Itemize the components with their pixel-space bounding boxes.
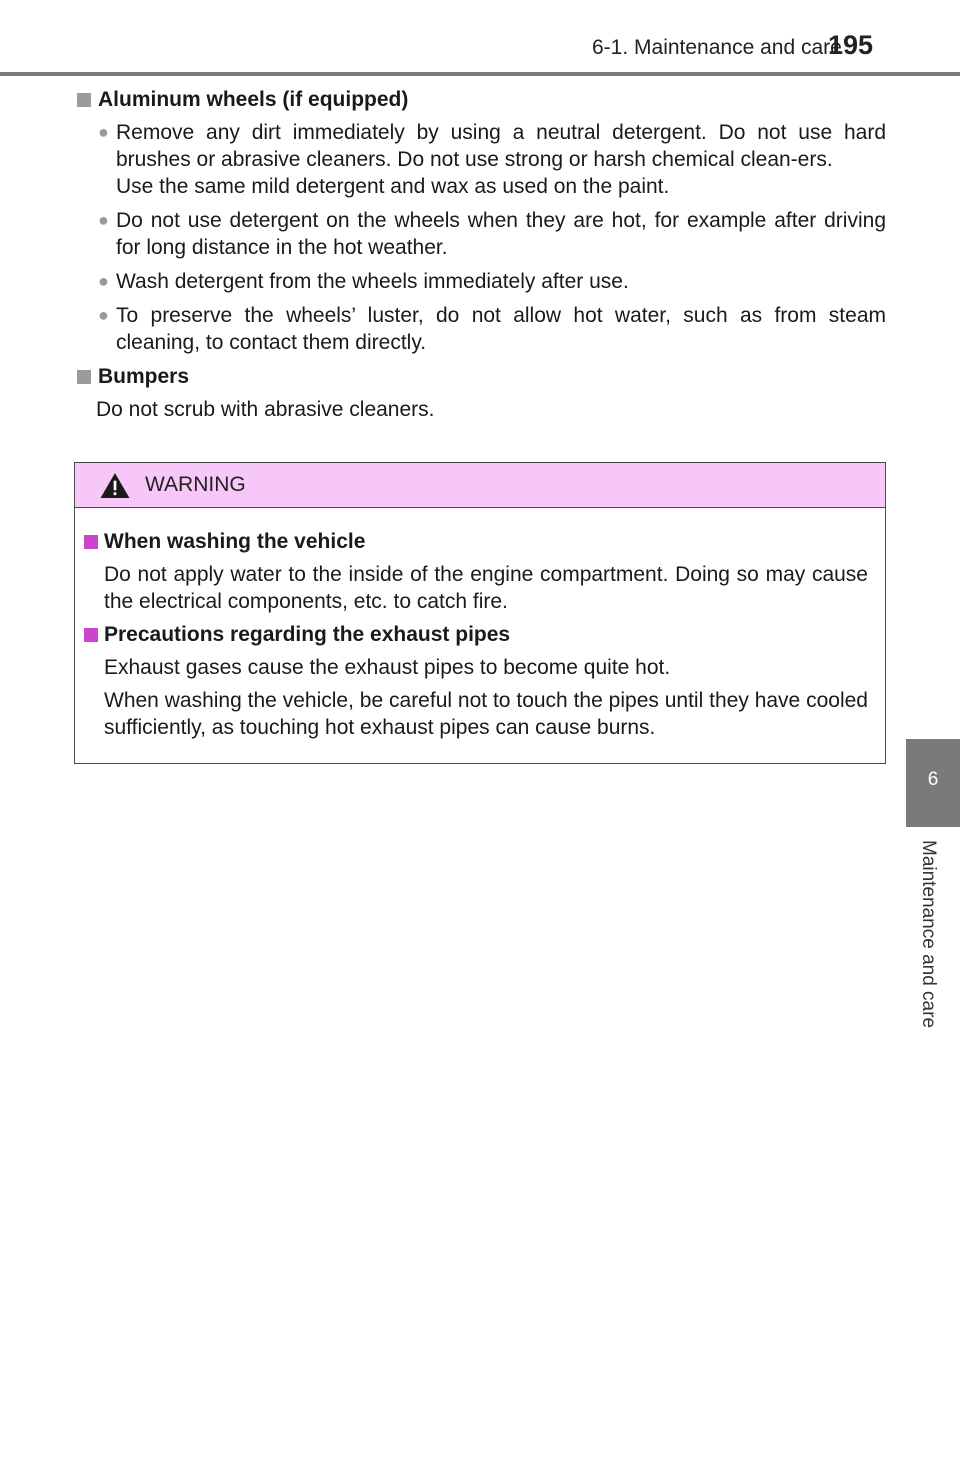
- warning-paragraph: Do not apply water to the inside of the engine compartment. Doing so may cause the electrical components, etc. to catch fire.: [104, 563, 868, 613]
- warning-box: [74, 462, 886, 764]
- bullet-text: To preserve the wheels’ luster, do not allow hot water, such as from steam cleaning, to contact them directly.: [116, 304, 886, 354]
- warning-body: [75, 508, 885, 741]
- warning-label: WARNING: [145, 473, 246, 496]
- section-heading-bumpers: [74, 363, 886, 390]
- warning-item-heading: [83, 621, 868, 648]
- warning-paragraph: When washing the vehicle, be careful not to touch the pipes until they have cooled sufficiently, as touching hot exhaust pipes can cause burns.: [104, 689, 868, 739]
- square-bullet-icon: [84, 535, 98, 549]
- list-item: [98, 268, 886, 295]
- heading-text: Bumpers: [98, 365, 190, 388]
- bumpers-text: Do not scrub with abrasive cleaners.: [96, 398, 435, 421]
- bullet-text: Use the same mild detergent and wax as used on the paint.: [116, 175, 670, 198]
- warning-triangle-icon: [99, 472, 131, 499]
- list-item: [98, 302, 886, 356]
- bullet-text: Remove any dirt immediately by using a neutral detergent. Do not use hard brushes or abrasive cleaners. Do not use strong or harsh chemical clean-ers.: [116, 121, 886, 171]
- warning-item-heading: [83, 528, 868, 555]
- chapter-label: Maintenance and care: [918, 840, 939, 1029]
- heading-text: Precautions regarding the exhaust pipes: [104, 623, 511, 646]
- bullet-text: Wash detergent from the wheels immediately after use.: [116, 270, 629, 293]
- warning-paragraph: Exhaust gases cause the exhaust pipes to become quite hot.: [104, 656, 671, 679]
- chapter-tab: [906, 739, 960, 827]
- warning-header: [75, 463, 885, 508]
- circle-bullet-icon: ●: [98, 271, 109, 291]
- header-rule: [0, 72, 960, 76]
- chapter-number: 6: [927, 769, 939, 790]
- heading-text: Aluminum wheels (if equipped): [98, 88, 409, 111]
- list-item: [98, 119, 886, 200]
- bullet-text: Do not use detergent on the wheels when they are hot, for example after driving for long distance in the hot weather.: [116, 209, 886, 259]
- list-item: [98, 207, 886, 261]
- square-bullet-icon: [84, 628, 98, 642]
- circle-bullet-icon: ●: [98, 122, 109, 142]
- circle-bullet-icon: ●: [98, 305, 109, 325]
- page-number: 195: [828, 30, 874, 60]
- heading-text: When washing the vehicle: [104, 530, 366, 553]
- circle-bullet-icon: ●: [98, 210, 109, 230]
- square-bullet-icon: [77, 93, 91, 107]
- section-heading-aluminum: [74, 86, 886, 113]
- main-content: [74, 86, 886, 429]
- square-bullet-icon: [77, 370, 91, 384]
- header-section-title: 6-1. Maintenance and care: [592, 36, 842, 59]
